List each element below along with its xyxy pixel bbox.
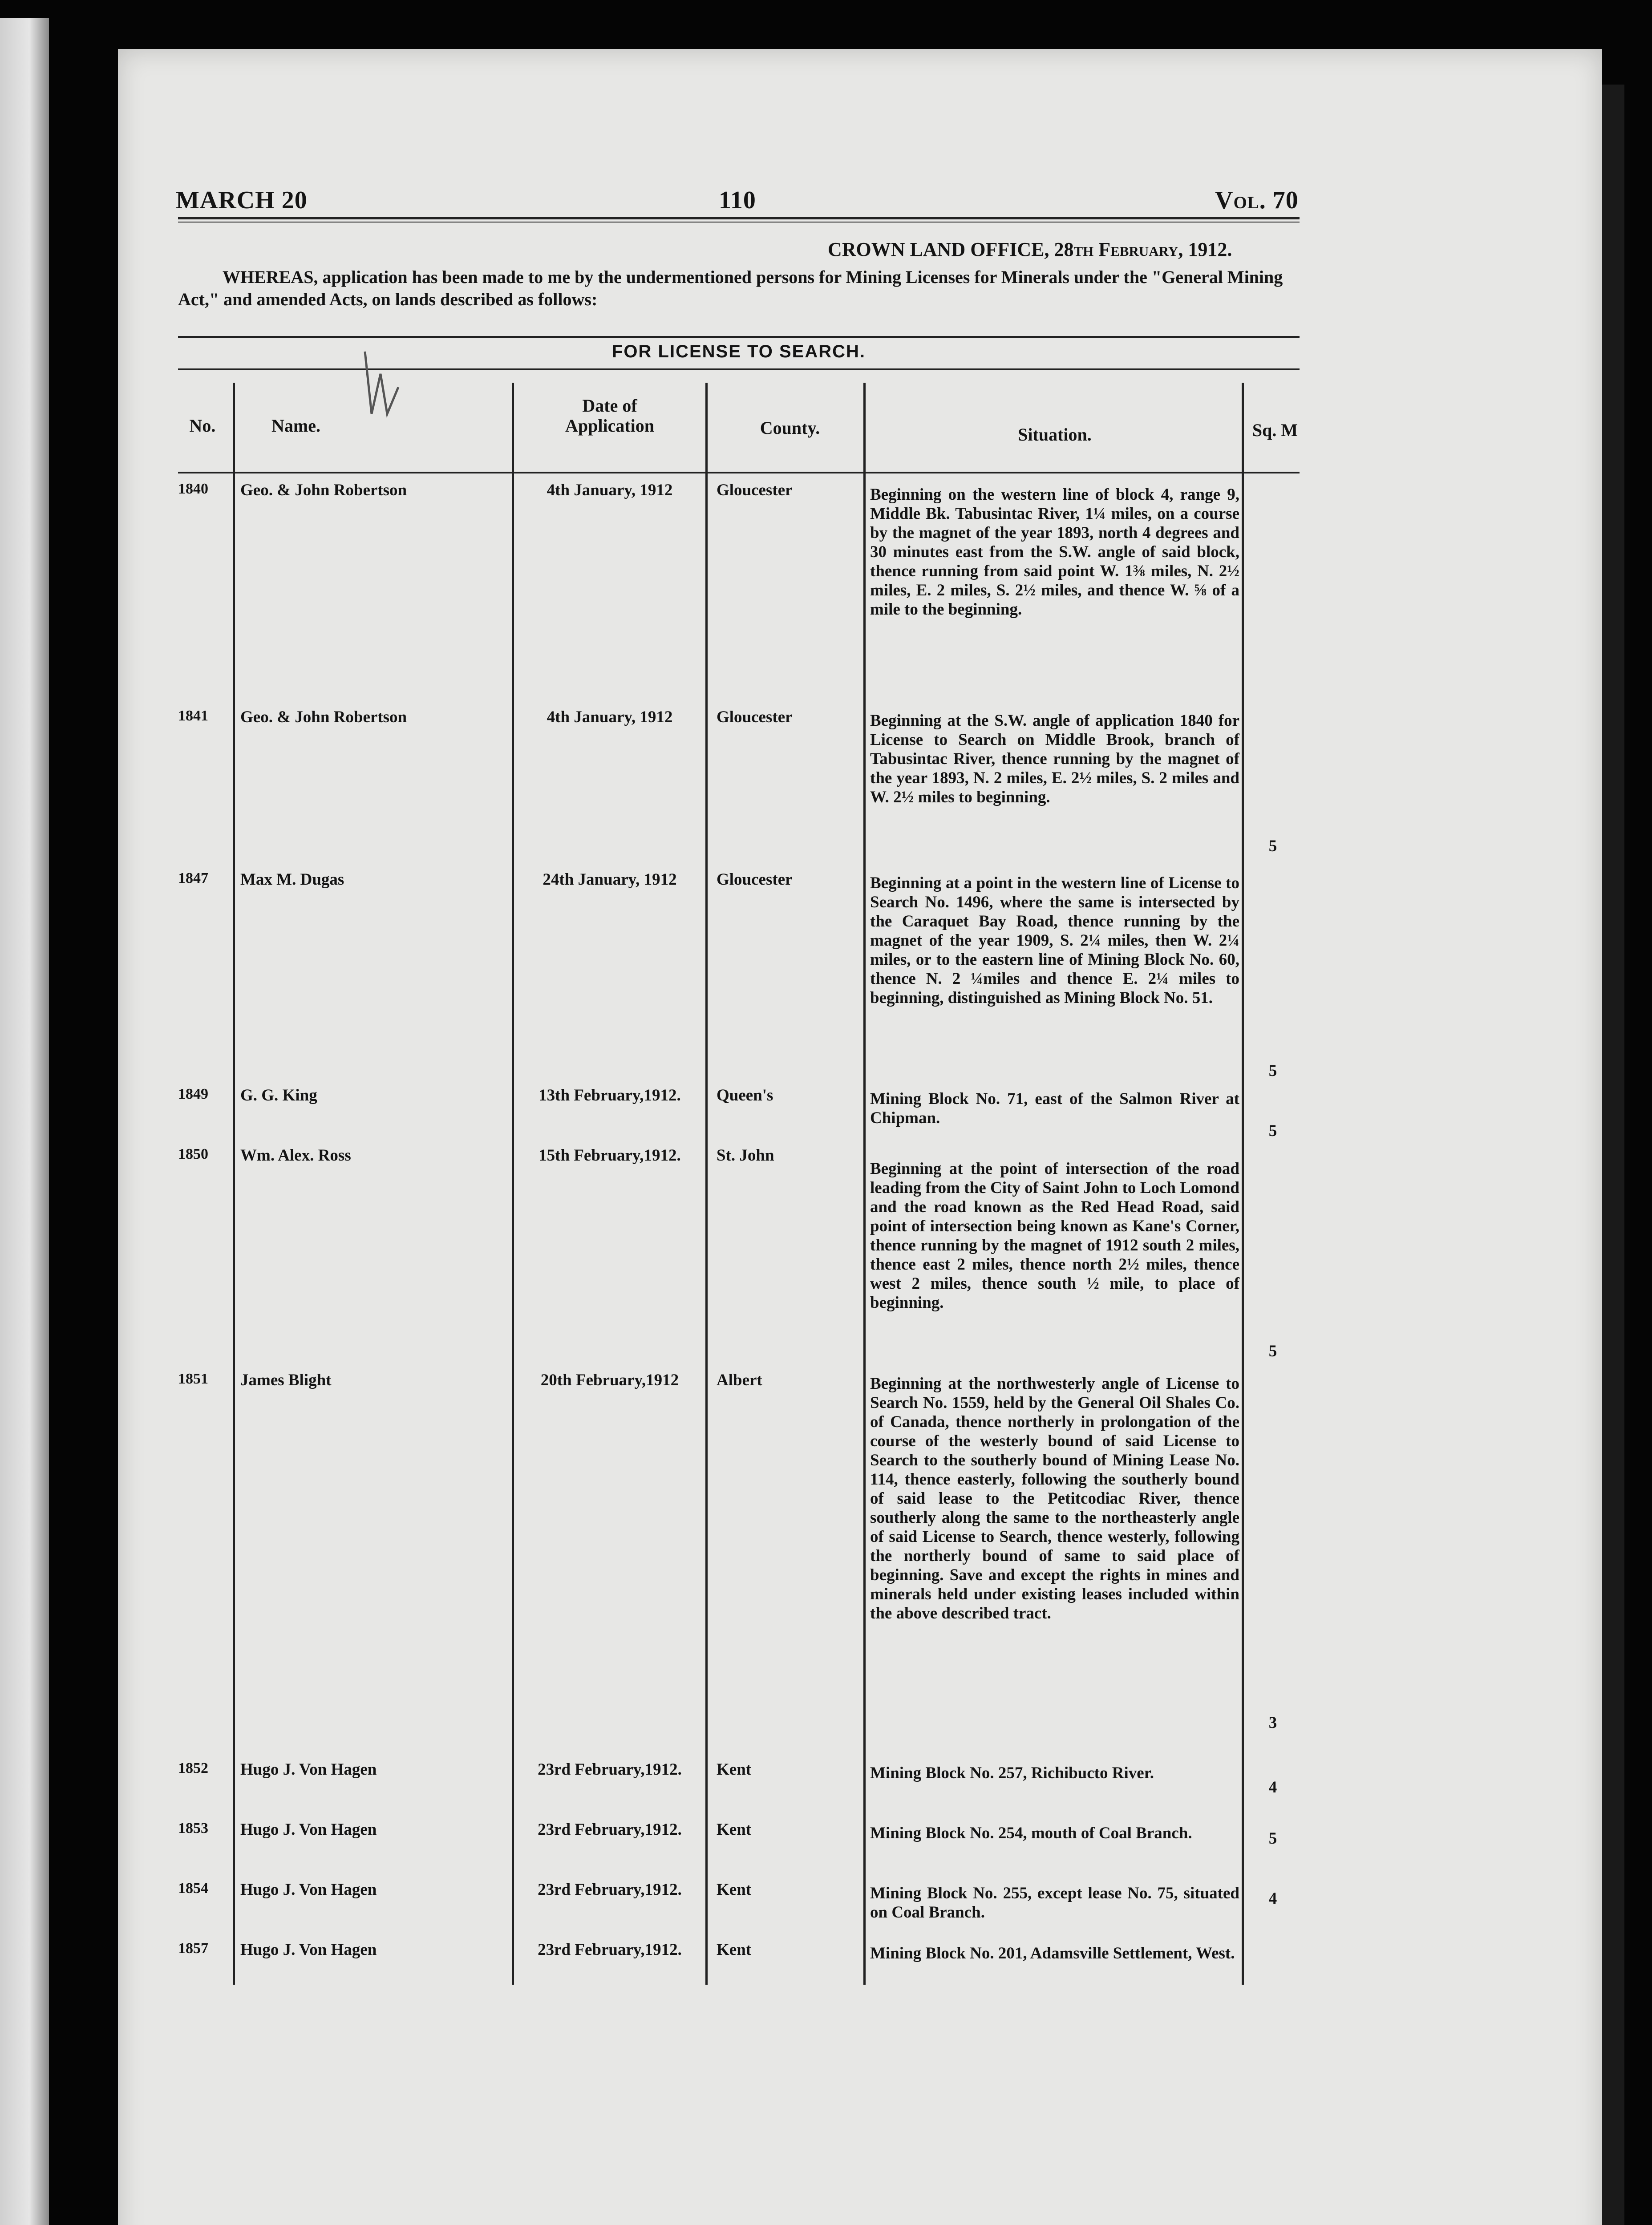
entry-sq-miles: 3 bbox=[1268, 1714, 1277, 1732]
entry-county: Queen's bbox=[717, 1086, 773, 1104]
entry-date: 23rd February,1912. bbox=[538, 1820, 682, 1839]
column-divider bbox=[863, 383, 866, 1985]
table-top-rule bbox=[178, 336, 1300, 338]
entry-county: Kent bbox=[717, 1760, 752, 1779]
entry-situation: Beginning on the western line of block 4, range 9, Middle Bk. Tabusintac River, 1¼ miles, on a course by the magnet of the year 1893, north 4 degrees and 30 minutes east from the S.W. angle of said block, thence running from said point W. 1⅜ miles, N. 2½ miles, E. 2 miles, S. 2½ miles, and thence W. ⅝ of a mile to the beginning. bbox=[870, 485, 1239, 619]
entry-situation: Beginning at the northwesterly angle of License to Search No. 1559, held by the General Oil Shales Co. of Canada, thence northerly in prolongation of the course of the westerly bound of said License to Search to the southerly bound of Mining Lease No. 114, thence easterly, following the southerly bound of said lease to the Petitcodiac River, thence southerly along the same to the northeasterly angle of said License to Search, thence westerly, following the northerly bound of same to said place of beginning. Save and except the rights in mines and minerals held under existing leases included within the above described tract. bbox=[870, 1375, 1239, 1622]
entry-county: St. John bbox=[717, 1146, 774, 1165]
entry-sq-miles: 5 bbox=[1268, 1829, 1277, 1848]
header-rule bbox=[178, 217, 1300, 219]
entry-county: Kent bbox=[717, 1881, 752, 1899]
column-divider bbox=[233, 383, 235, 1985]
entry-date: 15th February,1912. bbox=[539, 1146, 681, 1165]
entry-name: Hugo J. Von Hagen bbox=[240, 1820, 377, 1839]
entry-situation: Beginning at the S.W. angle of application 1840 for License to Search on Middle Brook, branch of Tabusintac River, thence running by the magnet of the year 1893, N. 2 miles, E. 2½ miles, S. 2 miles and W. 2½ miles to beginning. bbox=[870, 712, 1239, 806]
entry-number: 1847 bbox=[178, 870, 208, 886]
column-header-rule bbox=[178, 472, 1300, 473]
entry-date: 23rd February,1912. bbox=[538, 1760, 682, 1779]
entry-name: Max M. Dugas bbox=[240, 870, 344, 889]
entry-name: G. G. King bbox=[240, 1086, 317, 1104]
entry-number: 1840 bbox=[178, 481, 208, 497]
entry-county: Gloucester bbox=[717, 708, 793, 726]
entry-number: 1853 bbox=[178, 1820, 208, 1837]
entry-sq-miles: 5 bbox=[1268, 1062, 1277, 1080]
entry-county: Kent bbox=[717, 1820, 752, 1839]
entry-sq-miles: 4 bbox=[1268, 1889, 1277, 1908]
column-header-situation: Situation. bbox=[1018, 425, 1092, 445]
entry-name: Hugo J. Von Hagen bbox=[240, 1760, 377, 1779]
entry-number: 1854 bbox=[178, 1880, 208, 1897]
entry-name: James Blight bbox=[240, 1371, 332, 1389]
column-divider bbox=[1242, 383, 1244, 1985]
column-header-sq: Sq. M bbox=[1252, 420, 1298, 440]
column-header-no: No. bbox=[189, 416, 216, 436]
entry-situation: Mining Block No. 201, Adamsville Settlement, West. bbox=[870, 1944, 1235, 1962]
volume-label: Vol. 70 bbox=[1215, 186, 1299, 214]
entry-number: 1851 bbox=[178, 1371, 208, 1387]
entry-name: Hugo J. Von Hagen bbox=[240, 1881, 377, 1899]
entry-sq-miles: 5 bbox=[1268, 1122, 1277, 1140]
entry-name: Geo. & John Robertson bbox=[240, 708, 407, 726]
entry-county: Gloucester bbox=[717, 481, 793, 499]
page-shadow-edge bbox=[1602, 85, 1624, 2225]
entry-situation: Mining Block No. 254, mouth of Coal Branch. bbox=[870, 1824, 1192, 1842]
entry-date: 20th February,1912 bbox=[540, 1371, 679, 1389]
entry-date: 4th January, 1912 bbox=[547, 481, 673, 499]
entry-county: Kent bbox=[717, 1941, 752, 1959]
entry-date: 13th February,1912. bbox=[539, 1086, 681, 1104]
column-divider bbox=[705, 383, 708, 1985]
entry-number: 1841 bbox=[178, 708, 208, 724]
entry-situation: Beginning at a point in the western line of License to Search No. 1496, where the same is intersected by the Caraquet Bay Road, thence running by the magnet of the year 1909, S. 2¼ miles, then W. 2¼ miles, or to the eastern line of Mining Block No. 60, thence N. 2 ¼miles and thence E. 2¼ miles to beginning, distinguished as Mining Block No. 51. bbox=[870, 874, 1239, 1007]
section-title: FOR LICENSE TO SEARCH. bbox=[612, 342, 866, 361]
entry-number: 1857 bbox=[178, 1940, 208, 1957]
adjacent-page-edge bbox=[0, 18, 49, 2225]
entry-situation: Beginning at the point of intersection of the road leading from the City of Saint John to Loch Lomond and the road known as the Red Head Road, said point of intersection being known as Kane's Corner, thence running by the magnet of 1912 south 2 miles, thence east 2 miles, thence north 2½ miles, thence west 2 miles, thence south ½ mile, to place of beginning. bbox=[870, 1160, 1239, 1312]
entry-name: Geo. & John Robertson bbox=[240, 481, 407, 499]
column-header-date-line2: Application bbox=[565, 416, 655, 436]
entry-situation: Mining Block No. 257, Richibucto River. bbox=[870, 1764, 1154, 1782]
section-title-rule bbox=[178, 368, 1300, 370]
entry-date: 24th January, 1912 bbox=[543, 870, 677, 889]
entry-date: 4th January, 1912 bbox=[547, 708, 673, 726]
entry-date: 23rd February,1912. bbox=[538, 1941, 682, 1959]
entry-sq-miles: 5 bbox=[1268, 837, 1277, 855]
intro-paragraph: WHEREAS, application has been made to me by the undermentioned persons for Mining Licenses for Minerals under the "General Mining Act," and amended Acts, on lands described as follows: bbox=[178, 267, 1283, 309]
column-divider bbox=[512, 383, 514, 1985]
entry-date: 23rd February,1912. bbox=[538, 1881, 682, 1899]
column-header-county: County. bbox=[760, 418, 820, 438]
entry-situation: Mining Block No. 255, except lease No. 75, situated on Coal Branch. bbox=[870, 1884, 1239, 1922]
page-number: 110 bbox=[719, 186, 756, 214]
entry-county: Gloucester bbox=[717, 870, 793, 889]
entry-sq-miles: 4 bbox=[1268, 1778, 1277, 1796]
office-dateline: CROWN LAND OFFICE, 28th February, 1912. bbox=[828, 239, 1232, 260]
entry-number: 1850 bbox=[178, 1146, 208, 1162]
entry-sq-miles: 5 bbox=[1268, 1342, 1277, 1360]
entry-name: Hugo J. Von Hagen bbox=[240, 1941, 377, 1959]
entry-number: 1849 bbox=[178, 1086, 208, 1102]
entry-situation: Mining Block No. 71, east of the Salmon River at Chipman. bbox=[870, 1090, 1239, 1127]
entry-number: 1852 bbox=[178, 1760, 208, 1776]
entry-county: Albert bbox=[717, 1371, 762, 1389]
running-header-date: MARCH 20 bbox=[176, 186, 308, 214]
column-header-name: Name. bbox=[271, 416, 320, 436]
entry-name: Wm. Alex. Ross bbox=[240, 1146, 351, 1165]
column-header-date-line1: Date of bbox=[582, 396, 637, 416]
